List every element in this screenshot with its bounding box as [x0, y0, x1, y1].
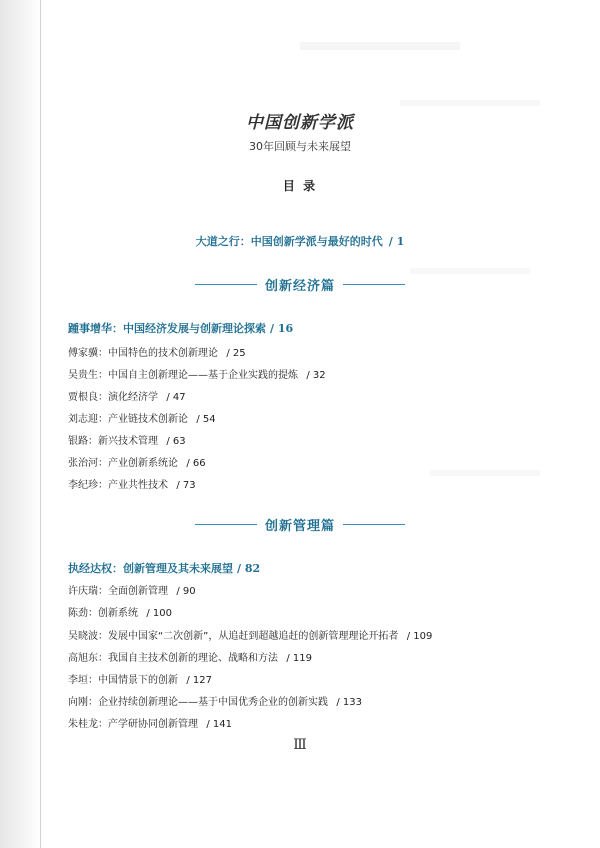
entry-page: / 119	[286, 653, 312, 664]
entry-title: 张治河：产业创新系统论	[68, 458, 178, 469]
entry-title: 朱桂龙：产学研协同创新管理	[68, 719, 198, 730]
toc-entry[interactable]	[68, 649, 312, 664]
toc-entry[interactable]	[68, 454, 206, 469]
book-title: 中国创新学派	[246, 113, 354, 133]
entry-title: 银路：新兴技术管理	[68, 436, 158, 447]
section-banner-economy	[0, 274, 600, 294]
page-number: Ⅲ	[293, 737, 307, 753]
toc-entry[interactable]	[68, 366, 326, 381]
toc-entry-preface[interactable]	[0, 233, 600, 249]
book-subtitle: 30年回顾与未来展望	[249, 140, 351, 153]
banner-rule-right	[343, 524, 405, 525]
toc-entry[interactable]	[68, 604, 172, 619]
entry-page: / 141	[206, 719, 232, 730]
entry-title: 李纪珍：产业共性技术	[68, 480, 168, 491]
part-page: / 16	[270, 322, 294, 335]
toc-entry[interactable]	[68, 582, 196, 597]
entry-page: / 47	[166, 392, 186, 403]
toc-entry[interactable]	[68, 432, 186, 447]
banner-rule-left	[195, 524, 257, 525]
toc-part-heading[interactable]	[68, 320, 293, 336]
toc-entry[interactable]	[68, 671, 212, 686]
part-title: 执经达权：创新管理及其未来展望	[68, 562, 233, 575]
entry-title: 吴贵生：中国自主创新理论——基于企业实践的提炼	[68, 370, 298, 381]
toc-heading: 目 录	[282, 179, 318, 193]
entry-page: / 73	[176, 480, 196, 491]
toc-entry[interactable]	[68, 410, 216, 425]
show-through-mark	[430, 470, 540, 476]
show-through-mark	[300, 42, 460, 50]
entry-title: 向刚：企业持续创新理论——基于中国优秀企业的创新实践	[68, 697, 328, 708]
entry-title: 许庆瑞：全面创新管理	[68, 586, 168, 597]
toc-entry[interactable]	[68, 388, 186, 403]
toc-entry[interactable]	[68, 476, 196, 491]
preface-page: / 1	[388, 235, 405, 248]
entry-title: 陈劲：创新系统	[68, 608, 138, 619]
entry-page: / 100	[146, 608, 172, 619]
part-title: 踵事增华：中国经济发展与创新理论探索	[68, 322, 266, 335]
entry-page: / 66	[186, 458, 206, 469]
entry-page: / 90	[176, 586, 196, 597]
preface-title: 大道之行：中国创新学派与最好的时代	[195, 235, 383, 248]
section-title: 创新经济篇	[264, 278, 335, 294]
entry-page: / 133	[336, 697, 362, 708]
entry-page: / 54	[196, 414, 216, 425]
entry-page: / 127	[186, 675, 212, 686]
entry-title: 贾根良：演化经济学	[68, 392, 158, 403]
entry-page: / 63	[166, 436, 186, 447]
toc-entry[interactable]	[68, 715, 232, 730]
entry-title: 高旭东：我国自主技术创新的理论、战略和方法	[68, 653, 278, 664]
entry-title: 吴晓波：发展中国家“二次创新”，从追赶到超越追赶的创新管理理论开拓者	[68, 631, 399, 642]
entry-title: 刘志迎：产业链技术创新论	[68, 414, 188, 425]
section-title: 创新管理篇	[264, 518, 335, 534]
banner-rule-left	[195, 284, 257, 285]
part-page: / 82	[237, 562, 261, 575]
toc-entry[interactable]	[68, 627, 432, 642]
toc-entry[interactable]	[68, 344, 246, 359]
entry-page: / 32	[306, 370, 326, 381]
entry-title: 李垣：中国情景下的创新	[68, 675, 178, 686]
entry-title: 傅家骥：中国特色的技术创新理论	[68, 348, 218, 359]
toc-part-heading[interactable]	[68, 560, 260, 576]
toc-entry[interactable]	[68, 693, 362, 708]
entry-page: / 109	[406, 631, 433, 642]
section-banner-management	[0, 514, 600, 534]
banner-rule-right	[343, 284, 405, 285]
show-through-mark	[400, 100, 540, 106]
entry-page: / 25	[226, 348, 246, 359]
